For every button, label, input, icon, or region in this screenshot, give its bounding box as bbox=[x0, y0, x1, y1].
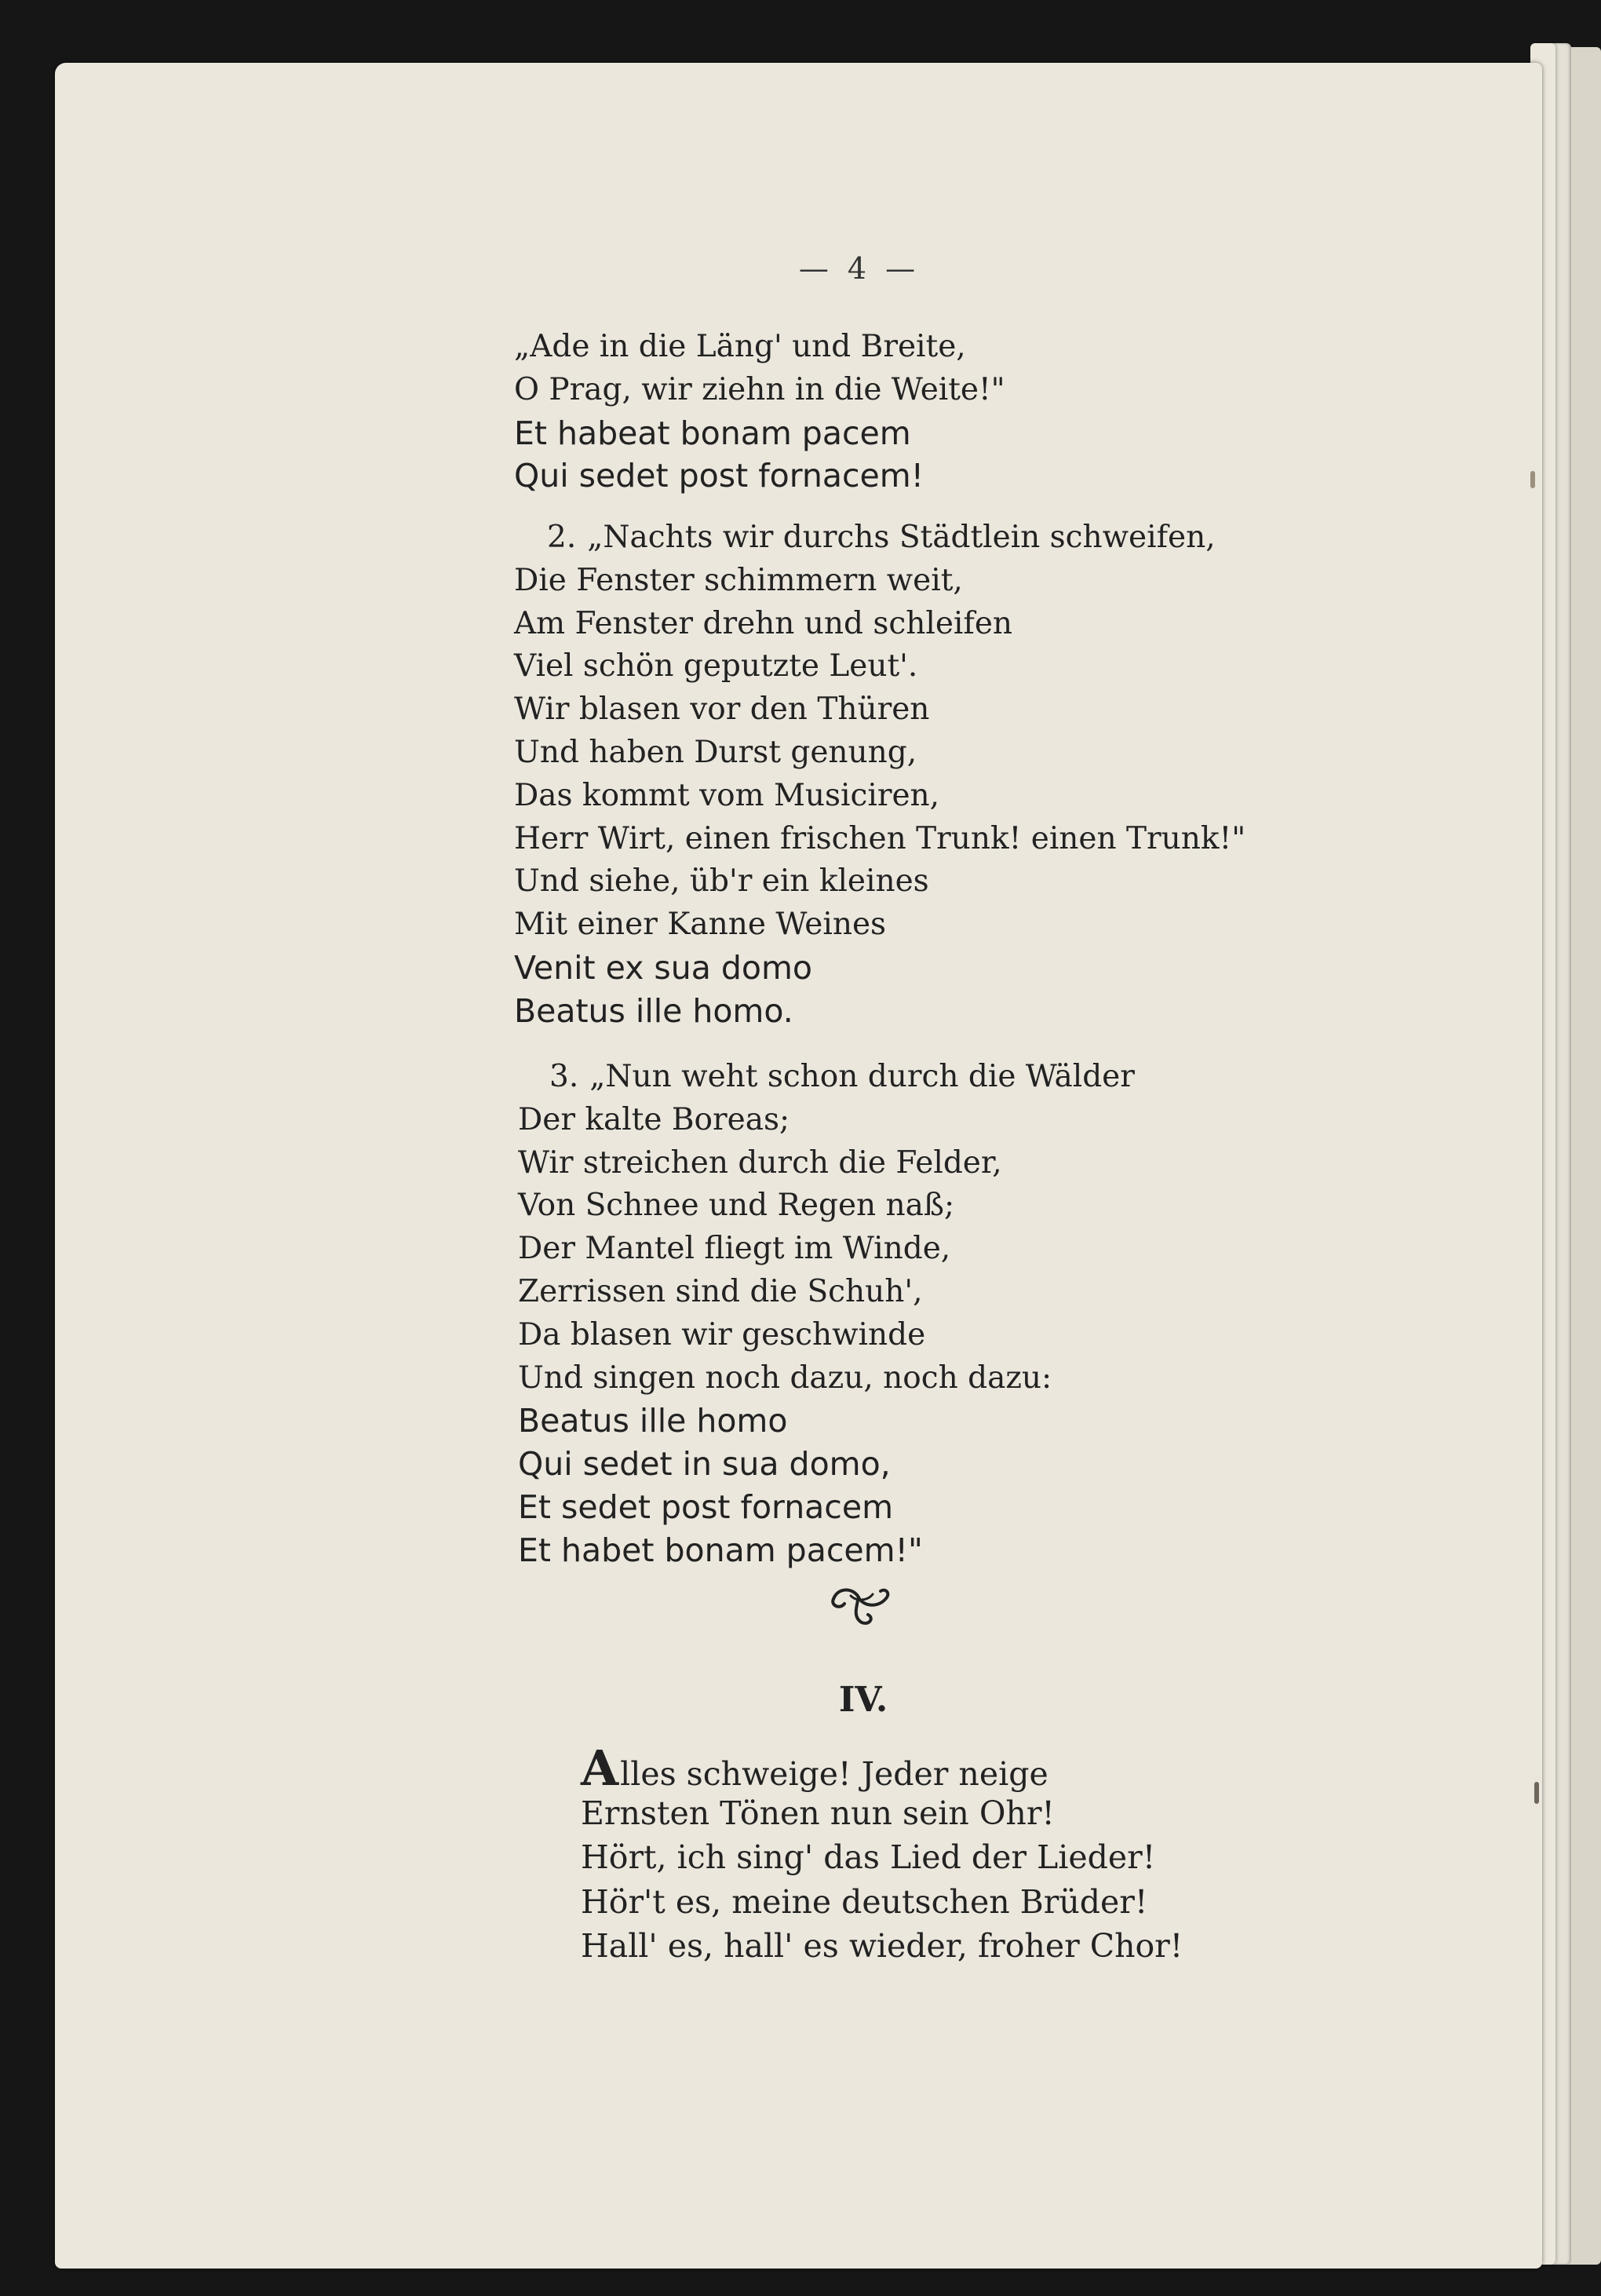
verse-line: Beatus ille homo. bbox=[514, 991, 793, 1030]
verse-line: Hall' es, hall' es wieder, froher Chor! bbox=[581, 1927, 1183, 1965]
verse-line: Wir streichen durch die Felder, bbox=[518, 1144, 1002, 1181]
verse-line: Und haben Durst genung, bbox=[514, 734, 917, 770]
page-mark bbox=[1534, 1782, 1539, 1804]
verse-line bbox=[518, 1056, 1135, 1099]
verse-line: Wir blasen vor den Thüren bbox=[514, 692, 930, 728]
verse-line: Venit ex sua domo bbox=[514, 948, 813, 987]
stanza-2 bbox=[514, 517, 1245, 1033]
page-mark bbox=[1530, 471, 1535, 488]
verse-line: Mit einer Kanne Weines bbox=[514, 907, 887, 943]
verse-line: Und singen noch dazu, noch dazu: bbox=[518, 1360, 1052, 1396]
ornament-divider-icon bbox=[827, 1582, 893, 1629]
verse-line: O Prag, wir ziehn in die Weite!" bbox=[514, 371, 1005, 407]
stanza-1 bbox=[514, 326, 1005, 498]
verse-line: Qui sedet in sua domo, bbox=[518, 1445, 891, 1484]
verse-line: Et sedet post fornacem bbox=[518, 1487, 894, 1526]
stanza-4 bbox=[581, 1739, 1183, 1969]
verse-line: Von Schnee und Regen naß; bbox=[518, 1188, 955, 1224]
verse-text: „Nun weht schon durch die Wälder bbox=[589, 1059, 1135, 1094]
verse-line: Viel schön geputzte Leut'. bbox=[514, 648, 918, 684]
verse-line: Zerrissen sind die Schuh', bbox=[518, 1273, 923, 1309]
verse-line bbox=[514, 517, 1245, 560]
verse-line: Qui sedet post fornacem! bbox=[514, 457, 924, 495]
verse-line: Am Fenster drehn und schleifen bbox=[514, 605, 1013, 641]
page-number: — 4 — bbox=[798, 251, 921, 286]
verse-line: Der kalte Boreas; bbox=[518, 1101, 790, 1137]
stanza-number: 2. bbox=[547, 520, 577, 555]
verse-line: Und siehe, üb'r ein kleines bbox=[514, 863, 929, 900]
drop-cap: A bbox=[581, 1739, 619, 1797]
verse-line bbox=[581, 1739, 1183, 1797]
verse-line: „Ade in die Läng' und Breite, bbox=[514, 329, 966, 364]
verse-line: Hör't es, meine deutschen Brüder! bbox=[581, 1882, 1148, 1921]
verse-line: Hört, ich sing' das Lied der Lieder! bbox=[581, 1838, 1156, 1876]
verse-line: Herr Wirt, einen frischen Trunk! einen Trunk!" bbox=[514, 820, 1246, 856]
section-heading: IV. bbox=[838, 1680, 888, 1720]
verse-line: Der Mantel fliegt im Winde, bbox=[518, 1231, 951, 1267]
verse-line: Ernsten Tönen nun sein Ohr! bbox=[581, 1794, 1055, 1832]
verse-line: Et habet bonam pacem!" bbox=[518, 1531, 923, 1569]
verse-line: Die Fenster schimmern weit, bbox=[514, 562, 963, 598]
stanza-3 bbox=[518, 1056, 1135, 1572]
verse-line: Beatus ille homo bbox=[518, 1402, 788, 1440]
verse-line: Da blasen wir geschwinde bbox=[518, 1316, 926, 1352]
verse-line: Das kommt vom Musiciren, bbox=[514, 777, 940, 813]
verse-text: „Nachts wir durchs Städtlein schweifen, bbox=[587, 520, 1216, 555]
verse-text: lles schweige! Jeder neige bbox=[620, 1755, 1048, 1793]
verse-line: Et habeat bonam pacem bbox=[514, 414, 911, 452]
stanza-number: 3. bbox=[549, 1059, 579, 1094]
